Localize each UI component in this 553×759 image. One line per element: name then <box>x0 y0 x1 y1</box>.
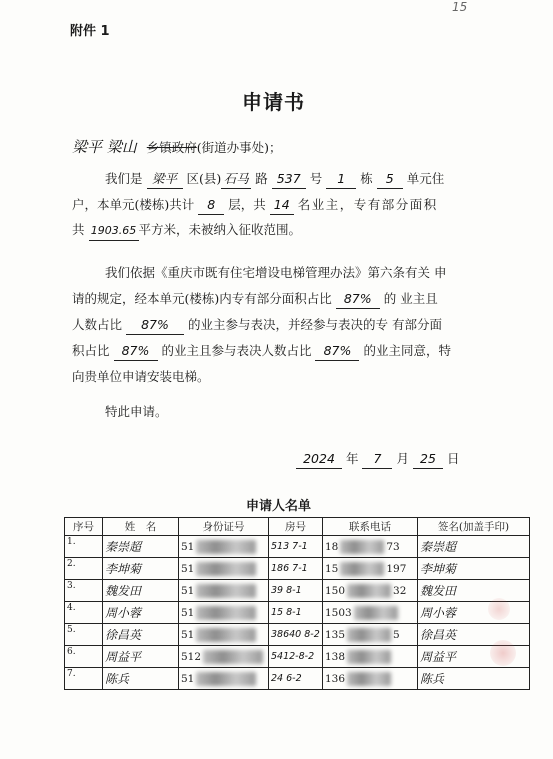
text: 的业主同意，特 <box>363 343 451 358</box>
row-phone-tail: 32 <box>393 584 407 597</box>
redaction-blur <box>196 606 256 620</box>
row-id <box>179 668 269 690</box>
row-phone-visible: 135 <box>325 628 346 641</box>
row-room: 38640 8-2 <box>269 624 323 646</box>
row-name: 陈兵 <box>103 668 179 690</box>
header-no: 序号 <box>65 518 103 536</box>
addressee-line <box>72 138 282 157</box>
row-number: 7. <box>65 668 103 690</box>
row-id <box>179 580 269 602</box>
row-phone <box>323 580 418 602</box>
row-phone-visible: 1503 <box>325 606 352 619</box>
row-id <box>179 624 269 646</box>
redaction-blur <box>347 672 391 686</box>
header-phone: 联系电话 <box>323 518 418 536</box>
floors-field: 8 <box>198 196 224 215</box>
header-room: 房号 <box>269 518 323 536</box>
redaction-blur <box>196 672 256 686</box>
fingerprint-mark <box>488 598 510 620</box>
redaction-blur <box>196 584 256 598</box>
row-name: 魏发田 <box>103 580 179 602</box>
number-field: 537 <box>272 170 306 189</box>
text: 日 <box>446 451 460 466</box>
people-pct-field: 87% <box>126 316 184 335</box>
row-name: 周益平 <box>103 646 179 668</box>
row-phone <box>323 536 418 558</box>
text: 层，共 <box>228 197 266 212</box>
row-phone <box>323 646 418 668</box>
row-phone-tail: 197 <box>386 562 407 575</box>
addressee-handwritten: 梁平 梁山 <box>72 138 137 156</box>
redaction-blur <box>354 606 398 620</box>
table-row <box>65 536 530 558</box>
text: 共 <box>72 222 85 237</box>
row-signature: 魏发田 <box>418 580 530 602</box>
table-row <box>65 668 530 690</box>
row-id <box>179 558 269 580</box>
row-signature: 周益平 <box>418 646 530 668</box>
addressee-suffix: (街道办事处)； <box>196 140 282 155</box>
text: 平方米，未被纳入征收范围。 <box>138 222 302 237</box>
text: 栋 <box>360 171 373 186</box>
row-number: 4. <box>65 602 103 624</box>
vote-people-pct-field: 87% <box>315 342 359 361</box>
road-field: 石马 <box>221 170 251 189</box>
redaction-blur <box>340 562 384 576</box>
row-phone-visible: 18 <box>325 540 339 553</box>
para2-line1: 我们依据《重庆市既有住宅增设电梯管理办法》第六条有关 申 <box>105 265 447 280</box>
para2-line2 <box>72 290 438 309</box>
area-field: 1903.65 <box>89 222 139 241</box>
table-row <box>65 558 530 580</box>
row-phone <box>323 624 418 646</box>
table-header-row <box>65 518 530 536</box>
para2-line4 <box>72 342 451 361</box>
row-id-visible: 512 <box>181 650 202 663</box>
area-pct-field: 87% <box>336 290 380 309</box>
building-field: 1 <box>326 170 356 189</box>
para1-line1 <box>105 170 444 189</box>
text: 我们是 <box>105 171 143 186</box>
row-room: 186 7-1 <box>269 558 323 580</box>
text: 号 <box>309 171 323 186</box>
document-title: 申请书 <box>242 90 305 114</box>
redaction-blur <box>347 628 391 642</box>
redaction-blur <box>347 650 391 664</box>
row-id-visible: 51 <box>181 628 195 641</box>
row-number: 6. <box>65 646 103 668</box>
text: 的业主且参与表决人数占比 <box>161 343 312 358</box>
text: 名业主，专有部分面积 <box>297 197 438 212</box>
para2-line5: 向贵单位申请安装电梯。 <box>72 369 210 384</box>
row-signature: 李坤菊 <box>418 558 530 580</box>
addressee-struck-text: 乡镇政府 <box>146 140 197 155</box>
text: 户，本单元(楼栋)共计 <box>72 197 195 212</box>
text: 的 业主且 <box>383 291 438 306</box>
text: 路 <box>255 171 268 186</box>
redaction-blur <box>347 584 391 598</box>
row-phone-tail: 73 <box>386 540 400 553</box>
date-day: 25 <box>413 450 443 469</box>
text: 的业主参与表决，并经参与表决的专 有部分面 <box>187 317 442 332</box>
row-number: 5. <box>65 624 103 646</box>
redaction-blur <box>196 628 256 642</box>
redaction-blur <box>196 562 256 576</box>
row-phone <box>323 558 418 580</box>
closing-text: 特此申请。 <box>105 404 168 419</box>
row-phone-visible: 138 <box>325 650 346 663</box>
para1-line2 <box>72 196 438 215</box>
row-id-visible: 51 <box>181 584 195 597</box>
row-phone-visible: 150 <box>325 584 346 597</box>
date-month: 7 <box>362 450 392 469</box>
row-phone-visible: 136 <box>325 672 346 685</box>
para1-line3 <box>72 221 301 241</box>
unit-field: 5 <box>377 170 403 189</box>
district-field: 梁平 <box>147 170 183 189</box>
row-id-visible: 51 <box>181 562 195 575</box>
row-phone <box>323 668 418 690</box>
row-id-visible: 51 <box>181 540 195 553</box>
row-id <box>179 536 269 558</box>
date-year: 2024 <box>296 450 342 469</box>
redaction-blur <box>340 540 384 554</box>
row-signature: 周小蓉 <box>418 602 530 624</box>
row-name: 周小蓉 <box>103 602 179 624</box>
row-phone <box>323 602 418 624</box>
applicant-list-title: 申请人名单 <box>246 499 312 514</box>
row-signature: 陈兵 <box>418 668 530 690</box>
table-row <box>65 646 530 668</box>
header-id: 身份证号 <box>179 518 269 536</box>
row-name: 徐昌英 <box>103 624 179 646</box>
table-row <box>65 602 530 624</box>
row-room: 15 8-1 <box>269 602 323 624</box>
header-name: 姓 名 <box>103 518 179 536</box>
table-row <box>65 624 530 646</box>
attachment-label: 附件 1 <box>70 24 110 39</box>
row-phone-tail: 5 <box>393 628 400 641</box>
row-number: 3. <box>65 580 103 602</box>
row-signature: 徐昌英 <box>418 624 530 646</box>
para2-line3 <box>72 316 442 335</box>
vote-area-pct-field: 87% <box>114 342 158 361</box>
row-phone-visible: 15 <box>325 562 339 575</box>
redaction-blur <box>203 650 263 664</box>
row-room: 513 7-1 <box>269 536 323 558</box>
header-signature: 签名(加盖手印) <box>418 518 530 536</box>
redaction-blur <box>196 540 256 554</box>
row-id <box>179 602 269 624</box>
row-room: 24 6-2 <box>269 668 323 690</box>
row-number: 1. <box>65 536 103 558</box>
text: 区(县) <box>186 171 222 186</box>
text: 积占比 <box>72 343 110 358</box>
text: 单元住 <box>406 171 445 186</box>
row-number: 2. <box>65 558 103 580</box>
fingerprint-mark <box>490 640 516 666</box>
row-name: 秦崇超 <box>103 536 179 558</box>
text: 人数占比 <box>72 317 123 332</box>
text: 月 <box>396 451 409 466</box>
corner-handwritten-mark: 15 <box>452 0 468 14</box>
applicant-table <box>64 517 530 690</box>
table-row <box>65 580 530 602</box>
row-name: 李坤菊 <box>103 558 179 580</box>
text: 请的规定，经本单元(楼栋)内专有部分面积占比 <box>72 291 332 306</box>
row-room: 39 8-1 <box>269 580 323 602</box>
row-room: 5412-8-2 <box>269 646 323 668</box>
row-id-visible: 51 <box>181 672 195 685</box>
owners-field: 14 <box>270 196 294 215</box>
row-id <box>179 646 269 668</box>
date-line <box>296 450 459 469</box>
text: 年 <box>345 451 359 466</box>
row-signature: 秦崇超 <box>418 536 530 558</box>
row-id-visible: 51 <box>181 606 195 619</box>
